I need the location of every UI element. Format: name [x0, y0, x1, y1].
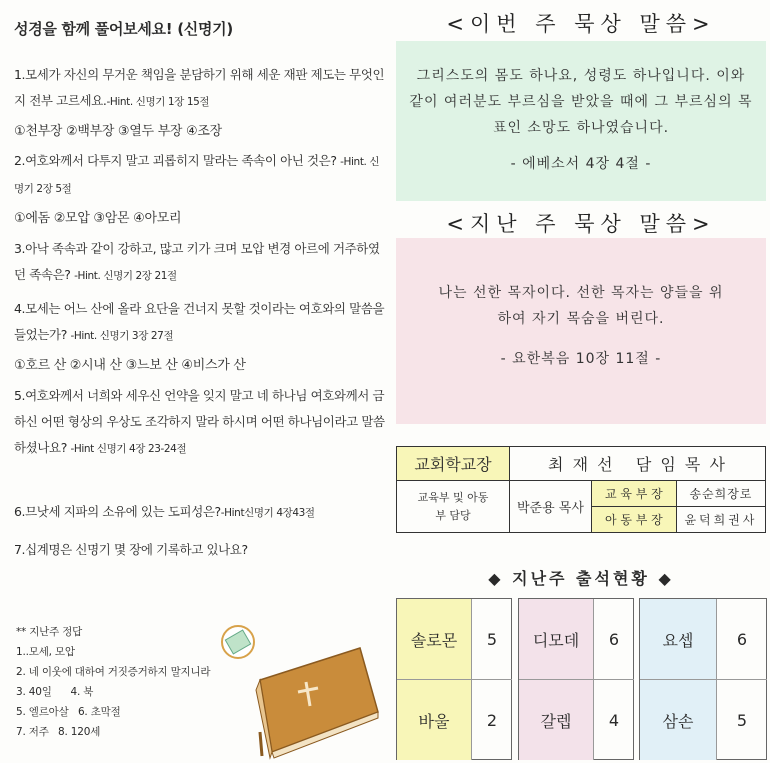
staff-table: [396, 446, 766, 533]
question-4: [14, 296, 386, 349]
group-name: 갈렙: [519, 679, 593, 760]
question-hint: -Hint. 신명기 3장 27절: [70, 330, 174, 342]
question-hint: -Hint. 신명기 1장 15절: [106, 96, 210, 108]
bible-illustration: [210, 620, 380, 760]
question-1-options: ①천부장 ②백부장 ③열두 부장 ④조장: [14, 124, 222, 139]
group-name: 디모데: [519, 599, 593, 679]
question-2: [14, 148, 386, 202]
group-name: 솔로몬: [397, 599, 471, 679]
question-hint: -Hint 신명기 4장 23-24절: [70, 443, 187, 455]
dept-label: 교육부 및 아동부 담당: [397, 481, 510, 533]
question-4-options: ①호르 산 ②시내 산 ③느보 산 ④비스가 산: [14, 358, 246, 373]
answer-line: 5. 엘르아살 6. 초막절: [16, 706, 121, 718]
question-7: [14, 537, 386, 563]
child-value: 윤덕희권사: [676, 507, 765, 533]
last-week-answers: [16, 622, 210, 742]
attendance-title: ◆ 지난주 출석현황 ◆: [488, 569, 674, 588]
question-text: 1.모세가 자신의 무거운 책임을 분담하기 위해 세운 재판 제도는 무엇인지 전부 고르세요.: [14, 67, 385, 108]
attendance-group-solomon-bawool: [396, 598, 512, 760]
question-text: 6.므낫세 지파의 소유에 있는 도피성은?: [14, 504, 221, 519]
child-label: 아 동 부 장: [591, 507, 676, 533]
question-text: 7.십계명은 신명기 몇 장에 기록하고 있나요?: [14, 542, 248, 557]
question-hint: -Hint. 신명기 2장 21절: [74, 270, 177, 282]
edu-label: 교 육 부 장: [591, 481, 676, 507]
attendance-group-timothy-caleb: [518, 598, 634, 760]
this-week-heading: <이번 주 묵상 말씀>: [446, 12, 716, 36]
quiz-title: 성경을 함께 풀어보세요! (신명기): [14, 20, 233, 38]
last-week-heading: <지난 주 묵상 말씀>: [446, 212, 716, 236]
group-count: 5: [716, 679, 767, 760]
answers-heading: ** 지난주 정답: [16, 626, 83, 638]
last-week-verse-text: 나는 선한 목자이다. 선한 목자는 양들을 위하여 자기 목숨을 버린다.: [438, 285, 724, 327]
group-name: 삼손: [640, 679, 716, 760]
principal-label: 교회학교장: [397, 447, 510, 481]
group-count: 6: [716, 599, 767, 679]
principal-value: 최 재 선 담 임 목 사: [510, 447, 766, 481]
last-week-verse-box: [396, 238, 766, 424]
group-name: 요셉: [640, 599, 716, 679]
question-text: 2.여호와께서 다투지 말고 괴롭히지 말라는 족속이 아닌 것은?: [14, 153, 337, 168]
question-2-options: ①에돔 ②모압 ③암몬 ④아모리: [14, 211, 182, 226]
attendance-group-joseph-samson: [639, 598, 767, 760]
group-count: 2: [471, 679, 512, 760]
question-hint: -Hint. 신명기 2장 5절: [14, 156, 380, 195]
group-count: 4: [593, 679, 634, 760]
question-hint: -Hint신명기 4장43절: [220, 507, 315, 519]
question-6: [14, 499, 386, 526]
group-name: 바울: [397, 679, 471, 760]
question-1: [14, 62, 386, 115]
answer-line: 1..모세, 모압: [16, 646, 75, 658]
last-week-verse-ref: - 요한복음 10장 11절 -: [500, 351, 662, 367]
question-text: 5.여호와께서 너희와 세우신 언약을 잊지 말고 네 하나님 여호와께서 금하신 어떤 형상의 우상도 조각하지 말라 하시며 어떤 하나님이라고 말씀하셨나요?: [14, 388, 385, 455]
this-week-verse-box: [396, 41, 766, 201]
question-text: 4.모세는 어느 산에 올라 요단을 건너지 못할 것이라는 여호와의 말씀을 들었는가?: [14, 301, 385, 342]
answer-line: 3. 40일 4. 북: [16, 686, 94, 698]
group-count: 5: [471, 599, 512, 679]
dept-value: 박준용 목사: [510, 481, 592, 533]
this-week-verse-text: 그리스도의 몸도 하나요, 성령도 하나입니다. 이와 같이 여러분도 부르심을 받았을 때에 그 부르심의 목표인 소망도 하나였습니다.: [409, 68, 753, 136]
group-count: 6: [593, 599, 634, 679]
question-text: 3.아낙 족속과 같이 강하고, 많고 키가 크며 모압 변경 아르에 거주하였던 족속은?: [14, 241, 380, 282]
this-week-verse-ref: - 에베소서 4장 4절 -: [510, 156, 652, 172]
answer-line: 2. 네 이웃에 대하여 거짓증거하지 말지니라: [16, 666, 211, 678]
answer-line: 7. 저주 8. 120세: [16, 726, 101, 738]
question-5: [14, 383, 386, 462]
question-3: [14, 236, 386, 289]
edu-value: 송순희장로: [676, 481, 765, 507]
